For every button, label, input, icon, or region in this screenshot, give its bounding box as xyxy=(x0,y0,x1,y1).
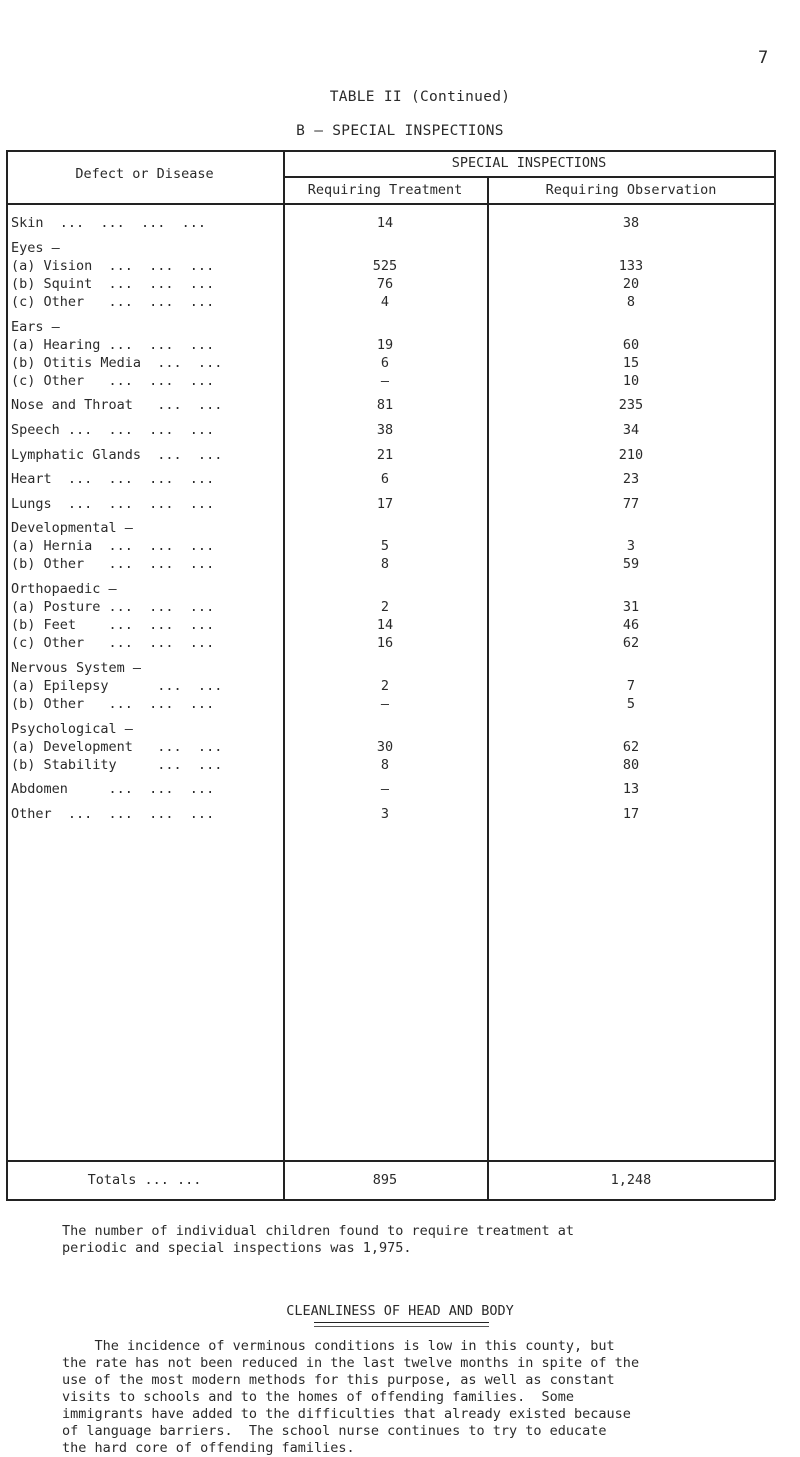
row-observation-value: 62 xyxy=(622,635,640,651)
table-row xyxy=(11,720,775,738)
row-label: (a) Development ... ... xyxy=(11,739,223,755)
table-row xyxy=(11,677,775,695)
totals-treatment: 895 xyxy=(372,1172,398,1188)
table-row xyxy=(11,293,775,311)
table-row xyxy=(11,239,775,257)
row-treatment-value: 81 xyxy=(376,397,394,413)
row-label: (c) Other ... ... ... xyxy=(11,635,215,651)
table-left-border xyxy=(6,150,8,1200)
row-treatment-value: 525 xyxy=(372,258,398,274)
row-treatment-value: 14 xyxy=(376,215,394,231)
row-treatment-value: — xyxy=(380,696,390,712)
row-observation-value: 8 xyxy=(626,294,636,310)
row-treatment-value: 3 xyxy=(380,806,390,822)
row-observation-value: 62 xyxy=(622,739,640,755)
row-observation-value: 34 xyxy=(622,422,640,438)
row-treatment-value: 6 xyxy=(380,355,390,371)
table-row xyxy=(11,495,775,513)
row-observation-value: 23 xyxy=(622,471,640,487)
row-label: Abdomen ... ... ... xyxy=(11,781,215,797)
table-row xyxy=(11,275,775,293)
row-observation-value: 20 xyxy=(622,276,640,292)
row-observation-value: 7 xyxy=(626,678,636,694)
row-observation-value: 80 xyxy=(622,757,640,773)
row-treatment-value: — xyxy=(380,781,390,797)
table-row xyxy=(11,336,775,354)
row-label: (a) Posture ... ... ... xyxy=(11,599,215,615)
row-treatment-value: 14 xyxy=(376,617,394,633)
row-treatment-value: 2 xyxy=(380,599,390,615)
row-label: (a) Epilepsy ... ... xyxy=(11,678,223,694)
table-row xyxy=(11,519,775,537)
row-label: Nose and Throat ... ... xyxy=(11,397,223,413)
totals-top-border xyxy=(6,1160,775,1162)
row-observation-value: 60 xyxy=(622,337,640,353)
row-observation-value: 15 xyxy=(622,355,640,371)
table-row xyxy=(11,372,775,390)
table-top-border xyxy=(6,150,775,152)
row-observation-value: 31 xyxy=(622,599,640,615)
special-inspections-table xyxy=(11,150,775,1200)
table-row xyxy=(11,695,775,713)
row-label: Psychological — xyxy=(11,721,133,737)
row-label: (b) Other ... ... ... xyxy=(11,696,215,712)
table-bottom-border xyxy=(6,1199,775,1201)
col-header-treatment: Requiring Treatment xyxy=(307,182,463,198)
row-label: Heart ... ... ... ... xyxy=(11,471,215,487)
table-subtitle: B — SPECIAL INSPECTIONS xyxy=(296,123,504,139)
col-header-defect: Defect or Disease xyxy=(75,166,214,182)
row-label: Lungs ... ... ... ... xyxy=(11,496,215,512)
row-observation-value: 133 xyxy=(618,258,644,274)
row-observation-value: 5 xyxy=(626,696,636,712)
section-heading-cleanliness: CLEANLINESS OF HEAD AND BODY xyxy=(286,1303,514,1319)
page-number: 7 xyxy=(758,48,769,68)
row-treatment-value: 19 xyxy=(376,337,394,353)
row-treatment-value: 4 xyxy=(380,294,390,310)
table-row xyxy=(11,318,775,336)
col-header-special-inspections: SPECIAL INSPECTIONS xyxy=(451,155,607,171)
row-observation-value: 77 xyxy=(622,496,640,512)
table-row xyxy=(11,580,775,598)
row-label: (c) Other ... ... ... xyxy=(11,373,215,389)
table-row xyxy=(11,780,775,798)
group-underline xyxy=(283,176,775,178)
table-row xyxy=(11,805,775,823)
row-label: (b) Squint ... ... ... xyxy=(11,276,215,292)
row-treatment-value: 8 xyxy=(380,757,390,773)
table-row xyxy=(11,396,775,414)
table-row xyxy=(11,446,775,464)
row-treatment-value: 2 xyxy=(380,678,390,694)
row-label: Eyes — xyxy=(11,240,60,256)
row-treatment-value: 30 xyxy=(376,739,394,755)
row-label: Developmental — xyxy=(11,520,133,536)
table-row xyxy=(11,738,775,756)
col-header-observation: Requiring Observation xyxy=(545,182,717,198)
row-treatment-value: 6 xyxy=(380,471,390,487)
row-label: (a) Hernia ... ... ... xyxy=(11,538,215,554)
row-label: (a) Vision ... ... ... xyxy=(11,258,215,274)
row-observation-value: 59 xyxy=(622,556,640,572)
paragraph-verminous-conditions: The incidence of verminous conditions is low in this county, but the rate has not been reduced in the last twelve months in spite of the use of the most modern methods for this purpose, as well as constant visits to schools and to the homes of offending families. Some immigrants have added to the difficulties that already existed because of language barriers. The school nurse continues to try to educate the hard core of offending families. xyxy=(62,1338,640,1456)
table-row xyxy=(11,470,775,488)
row-label: (b) Stability ... ... xyxy=(11,757,223,773)
row-observation-value: 235 xyxy=(618,397,644,413)
row-label: (b) Feet ... ... ... xyxy=(11,617,215,633)
row-treatment-value: 5 xyxy=(380,538,390,554)
table-row xyxy=(11,214,775,232)
row-label: Lymphatic Glands ... ... xyxy=(11,447,223,463)
row-label: (c) Other ... ... ... xyxy=(11,294,215,310)
row-label: (b) Other ... ... ... xyxy=(11,556,215,572)
row-observation-value: 3 xyxy=(626,538,636,554)
table-row xyxy=(11,537,775,555)
row-observation-value: 46 xyxy=(622,617,640,633)
row-label: Orthopaedic — xyxy=(11,581,117,597)
row-treatment-value: 17 xyxy=(376,496,394,512)
table-row xyxy=(11,634,775,652)
paragraph-individual-children: The number of individual children found to require treatment at periodic and special inspections was 1,975. xyxy=(62,1223,575,1256)
row-treatment-value: 16 xyxy=(376,635,394,651)
row-observation-value: 13 xyxy=(622,781,640,797)
row-label: (a) Hearing ... ... ... xyxy=(11,337,215,353)
row-label: Ears — xyxy=(11,319,60,335)
row-label: Speech ... ... ... ... xyxy=(11,422,215,438)
row-treatment-value: 21 xyxy=(376,447,394,463)
row-observation-value: 17 xyxy=(622,806,640,822)
header-bottom-border xyxy=(6,203,775,205)
table-row xyxy=(11,598,775,616)
row-observation-value: 38 xyxy=(622,215,640,231)
section-heading-underline xyxy=(314,1322,489,1327)
row-observation-value: 210 xyxy=(618,447,644,463)
table-row xyxy=(11,421,775,439)
totals-row xyxy=(63,1171,775,1189)
row-treatment-value: 8 xyxy=(380,556,390,572)
totals-label: Totals ... ... xyxy=(87,1172,202,1188)
table-row xyxy=(11,354,775,372)
table-row xyxy=(11,616,775,634)
row-label: Skin ... ... ... ... xyxy=(11,215,207,231)
row-label: Nervous System — xyxy=(11,660,142,676)
row-treatment-value: 76 xyxy=(376,276,394,292)
table-title: TABLE II (Continued) xyxy=(329,89,511,105)
row-label: Other ... ... ... ... xyxy=(11,806,215,822)
row-label: (b) Otitis Media ... ... xyxy=(11,355,223,371)
table-row xyxy=(11,257,775,275)
row-treatment-value: 38 xyxy=(376,422,394,438)
table-row xyxy=(11,659,775,677)
table-row xyxy=(11,555,775,573)
table-row xyxy=(11,756,775,774)
totals-observation: 1,248 xyxy=(610,1172,652,1188)
row-observation-value: 10 xyxy=(622,373,640,389)
row-treatment-value: — xyxy=(380,373,390,389)
